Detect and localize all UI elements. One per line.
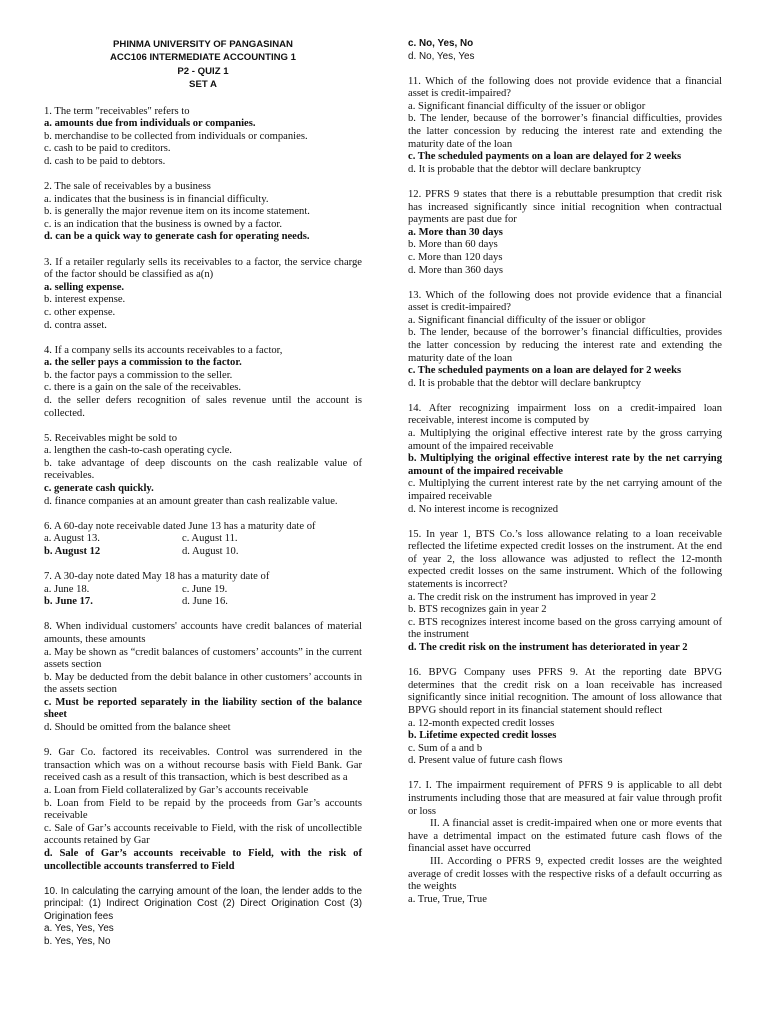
question-17 [408, 780, 722, 906]
answer-option: c. is an indication that the business is owned by a factor. [44, 218, 283, 230]
answer-option: c. Must be reported separately in the liability section of the balance sheet [44, 696, 362, 721]
answer-option: a. The credit risk on the instrument has improved in year 2 [408, 591, 657, 603]
answer-option: b. Loan from Field to be repaid by the proceeds from Gar’s accounts receivable [44, 797, 362, 822]
question-stem: 16. BPVG Company uses PFRS 9. At the reporting date BPVG determines that the credit risk on a loan receivable has increased significantly since initial recognition. The amount of loss allowance that BPVG should report in its financial statement should reflect [408, 667, 722, 716]
answer-option: c. The scheduled payments on a loan are delayed for 2 weeks [408, 151, 682, 163]
answer-option: c. Sum of a and b [408, 742, 483, 754]
right-column [408, 0, 722, 919]
answer-option: d. It is probable that the debtor will declare bankruptcy [408, 163, 641, 175]
answer-option: c. The scheduled payments on a loan are delayed for 2 weeks [408, 365, 682, 377]
answer-option: b. Multiplying the original effective interest rate by the net carrying amount of the impaired receivable [408, 453, 722, 477]
answer-option: d. can be a quick way to generate cash for operating needs. [44, 231, 310, 243]
answer-option: b. is generally the major revenue item on its income statement. [44, 206, 310, 218]
answer-option: c. No, Yes, No [408, 38, 474, 49]
answer-option: c. other expense. [44, 306, 116, 318]
question-4 [44, 345, 362, 421]
answer-option: c. generate cash quickly. [44, 483, 154, 495]
answer-option: d. finance companies at an amount greater than cash realizable value. [44, 495, 338, 507]
question-14 [408, 403, 722, 516]
answer-option: d. August 10. [182, 545, 239, 557]
answer-option: d. contra asset. [44, 319, 107, 331]
question-stem: 5. Receivables might be sold to [44, 432, 177, 444]
answer-option: c. August 11. [182, 533, 238, 545]
answer-option: d. The credit risk on the instrument has deteriorated in year 2 [408, 642, 688, 654]
answer-option: b. May be deducted from the debit balance in other customers’ accounts in the assets section [44, 671, 362, 696]
answer-option: d. More than 360 days [408, 264, 504, 276]
answer-option: a. More than 30 days [408, 226, 503, 238]
answer-option: a. Loan from Field collateralized by Gar’s accounts receivable [44, 784, 309, 796]
question-5 [44, 433, 362, 509]
right-questions [408, 76, 722, 907]
question-stem: 1. The term "receivables" refers to [44, 105, 190, 117]
question-2 [44, 181, 362, 244]
question-1 [44, 106, 362, 169]
question-stem: 2. The sale of receivables by a business [44, 181, 211, 193]
course-title: ACC106 INTERMEDIATE ACCOUNTING 1 [109, 52, 297, 64]
question-stem: 17. I. The impairment requirement of PFRS 9 is applicable to all debt instruments including those that are measured at fair value through profit or loss [408, 780, 722, 817]
answer-option: b. merchandise to be collected from individuals or companies. [44, 130, 308, 142]
university-name: PHINMA UNIVERSITY OF PANGASINAN [113, 39, 293, 50]
question-7 [44, 571, 362, 609]
answer-option: c. More than 120 days [408, 251, 503, 263]
answer-option: a. Yes, Yes, Yes [44, 923, 114, 935]
question-stem: 3. If a retailer regularly sells its receivables to a factor, the service charge of the factor should be classified as a(n) [44, 256, 362, 281]
answer-option: III. According o PFRS 9, expected credit losses are the weighted average of credit losses with the respective risks of a default occurring as the weights [408, 855, 722, 893]
left-column [44, 0, 362, 961]
answer-option: a. 12-month expected credit losses [408, 717, 555, 729]
set-label: SET A [189, 79, 217, 91]
question-10 [44, 886, 362, 949]
answer-option: a. August 13. [44, 533, 100, 545]
answer-option: d. Should be omitted from the balance sheet [44, 722, 231, 734]
answer-option: d. Sale of Gar’s accounts receivable to Field, with the risk of uncollectible accounts transferred to Field [44, 847, 362, 872]
answer-option: c. cash to be paid to creditors. [44, 143, 171, 155]
answer-option: b. June 17. [44, 596, 93, 608]
answer-option: d. No, Yes, Yes [408, 50, 475, 62]
answer-option: a. the seller pays a commission to the factor. [44, 357, 242, 369]
answer-option: a. True, True, True [408, 893, 487, 905]
answer-option: d. No interest income is recognized [408, 503, 559, 515]
question-13 [408, 290, 722, 391]
question-9 [44, 747, 362, 873]
quiz-title: P2 - QUIZ 1 [177, 65, 229, 77]
answer-option: a. lengthen the cash-to-cash operating cycle. [44, 445, 232, 457]
answer-option: b. Yes, Yes, No [44, 935, 111, 947]
answer-option: b. the factor pays a commission to the seller. [44, 369, 233, 381]
answer-option: b. take advantage of deep discounts on the cash realizable value of receivables. [44, 457, 362, 482]
question-15 [408, 529, 722, 655]
question-stem: 14. After recognizing impairment loss on a credit-impaired loan receivable, interest income is computed by [408, 402, 722, 427]
answer-option: d. Present value of future cash flows [408, 755, 563, 767]
question-8 [44, 621, 362, 734]
answer-option: a. Significant financial difficulty of the issuer or obligor [408, 100, 646, 112]
question-11 [408, 76, 722, 177]
answer-option: d. It is probable that the debtor will declare bankruptcy [408, 377, 641, 389]
question-6 [44, 521, 362, 559]
answer-option: a. May be shown as “credit balances of customers’ accounts” in the current assets section [44, 646, 362, 671]
question-3 [44, 257, 362, 333]
answer-option: d. June 16. [182, 596, 228, 608]
answer-option: a. Multiplying the original effective interest rate by the gross carrying amount of the impaired receivable [408, 428, 722, 452]
left-questions [44, 106, 362, 949]
answer-option: b. Lifetime expected credit losses [408, 730, 557, 742]
answer-option: c. Multiplying the current interest rate by the net carrying amount of the impaired receivable [408, 478, 722, 502]
answer-option: II. A financial asset is credit-impaired when one or more events that have a detrimental impact on the estimated future cash flows of the financial asset have occurred [408, 818, 722, 855]
answer-option: b. BTS recognizes gain in year 2 [408, 604, 547, 616]
question-stem: 10. In calculating the carrying amount of the loan, the lender adds to the principal: (1) Indirect Origination Cost (2) Direct Origination Cost (3) Origination fees [44, 885, 362, 922]
question-16 [408, 667, 722, 768]
answer-option: a. selling expense. [44, 281, 125, 293]
answer-option: c. Sale of Gar’s accounts receivable to Field, with the risk of uncollectible accounts retained by Gar [44, 822, 362, 847]
answer-option: d. the seller defers recognition of sales revenue until the account is collected. [44, 395, 362, 419]
question-stem: 13. Which of the following does not provide evidence that a financial asset is credit-impaired? [408, 289, 722, 314]
answer-option: d. cash to be paid to debtors. [44, 156, 166, 167]
answer-option: a. indicates that the business is in financial difficulty. [44, 193, 269, 205]
answer-option: a. Significant financial difficulty of the issuer or obligor [408, 314, 646, 326]
answer-option: b. interest expense. [44, 294, 126, 306]
question-stem: 7. A 30-day note dated May 18 has a maturity date of [44, 571, 270, 583]
question-stem: 8. When individual customers' accounts have credit balances of material amounts, these amounts [44, 621, 362, 645]
question-stem: 12. PFRS 9 states that there is a rebuttable presumption that credit risk has increased significantly since initial recognition when contractual payments are past due for [408, 188, 722, 226]
question-10-continued [408, 0, 722, 63]
question-stem: 15. In year 1, BTS Co.’s loss allowance relating to a loan receivable reflected the lifetime expected credit losses on the instrument. At the end of year 2, the loss allowance was adjusted to reflect the 12-month expected credit losses on the same instrument. Which of the following statements is incorrect? [408, 528, 722, 591]
question-stem: 4. If a company sells its accounts receivables to a factor, [44, 344, 283, 356]
question-stem: 9. Gar Co. factored its receivables. Control was surrendered in the transaction which was on a without recourse basis with Field Bank. Gar received cash as a result of this transaction, which is best described as a [44, 747, 362, 784]
document-header [44, 0, 362, 92]
answer-option: a. June 18. [44, 583, 90, 595]
answer-option-row [44, 546, 362, 559]
question-stem: 6. A 60-day note receivable dated June 13 has a maturity date of [44, 520, 316, 532]
answer-option: c. June 19. [182, 583, 228, 595]
answer-option: c. there is a gain on the sale of the receivables. [44, 382, 242, 394]
answer-option: b. More than 60 days [408, 239, 498, 251]
answer-option: b. The lender, because of the borrower’s financial difficulties, provides the latter concession by reducing the interest rate and extending the maturity date of the loan [408, 113, 722, 150]
answer-option: c. BTS recognizes interest income based on the gross carrying amount of the instrument [408, 616, 722, 641]
question-stem: 11. Which of the following does not provide evidence that a financial asset is credit-impaired? [408, 75, 722, 100]
answer-option: b. August 12 [44, 545, 101, 557]
answer-option-row [44, 584, 362, 597]
answer-option-row [44, 596, 362, 609]
question-12 [408, 189, 722, 277]
answer-option: b. The lender, because of the borrower’s financial difficulties, provides the latter concession by reducing the interest rate and extending the maturity date of the loan [408, 327, 722, 364]
answer-option-row [44, 533, 362, 546]
answer-option: a. amounts due from individuals or companies. [44, 118, 256, 130]
